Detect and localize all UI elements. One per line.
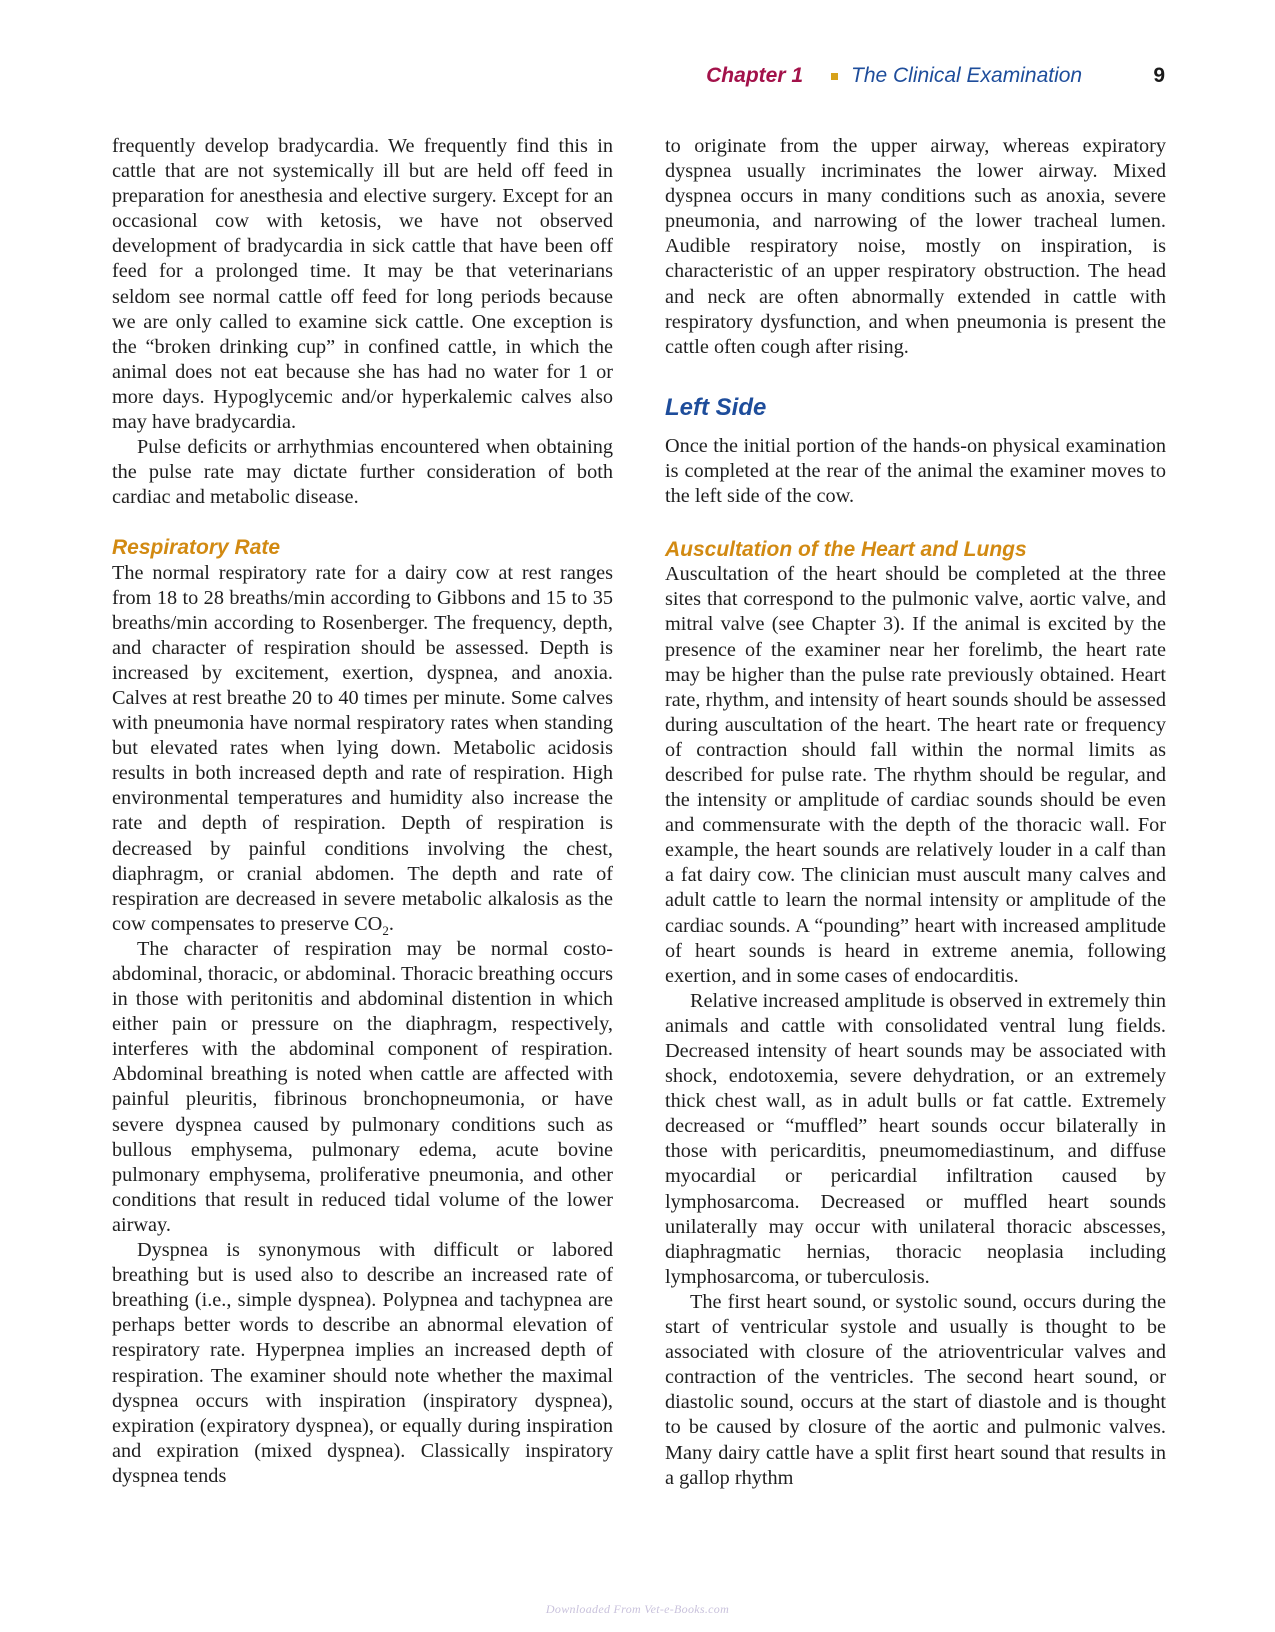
paragraph-end-period: . — [388, 912, 394, 935]
page-number: 9 — [1153, 64, 1165, 87]
paragraph-dyspnea-continued: to originate from the upper airway, whereas expiratory dyspnea usually incriminates the lower airway. Mixed dyspnea occurs in many conditions such as anoxia, severe pneumonia, and narrowing of the lower tracheal lumen. Audible respiratory noise, mostly on inspiration, is characteristic of an upper respiratory obstruction. The head and neck are often abnormally extended in cattle with respiratory dysfunction, and when pneumonia is present the cattle often cough after rising. — [665, 135, 1166, 358]
paragraph-amplitude: Relative increased amplitude is observed in extremely thin animals and cattle with consolidated ventral lung fields. Decreased intensity of heart sounds may be associated with shock, endotoxemia, severe dehydration, or an extremely thick chest wall, as in adult bulls or fat cattle. Extremely decreased or “muffled” heart sounds occur bilaterally in those with pericarditis, pneumomediastinum, and diffuse myocardial or pericardial infiltration caused by lymphosarcoma. Decreased or muffled heart sounds unilaterally may occur with unilateral thoracic abscesses, diaphragmatic hernias, thoracic neoplasia including lymphosarcoma, or tuberculosis. — [665, 989, 1166, 1288]
co2-subscript: 2 — [382, 922, 389, 938]
paragraph-left-side: Once the initial portion of the hands-on physical examination is completed at the rear of the animal the examiner moves to the left side of the cow. — [665, 434, 1166, 508]
paragraph-heart-sounds: The first heart sound, or systolic sound, occurs during the start of ventricular systole and usually is thought to be associated with closure of the atrioventricular valves and contraction of the ventricles. The second heart sound, or diastolic sound, occurs at the start of diastole and is thought to be caused by closure of the aortic and pulmonic valves. Many dairy cattle have a split first heart sound that results in a gallop rhythm — [665, 1290, 1166, 1489]
running-header — [0, 64, 1275, 94]
paragraph-respiratory-rate — [112, 561, 613, 937]
paragraph-auscultation: Auscultation of the heart should be completed at the three sites that correspond to the pulmonic valve, aortic valve, and mitral valve (see Chapter 3). If the animal is excited by the presence of the examiner near her forelimb, the heart rate may be higher than the pulse rate previously obtained. Heart rate, rhythm, and intensity of heart sounds should be assessed during auscultation of the heart. The heart rate or frequency of contraction should fall within the normal limits as described for pulse rate. The rhythm should be regular, and the intensity or amplitude of cardiac sounds should be even and commensurate with the depth of the thoracic wall. For example, the heart sounds are relatively louder in a calf than a fat dairy cow. The clinician must auscult many calves and adult cattle to learn the normal intensity or amplitude of the cardiac sounds. A “pounding” heart with increased amplitude of heart sounds is heard in extreme anemia, following exertion, and in some cases of endocarditis. — [665, 563, 1166, 987]
heading-left-side: Left Side — [665, 393, 767, 421]
paragraph-character-of-respiration: The character of respiration may be normal costoabdominal, thoracic, or abdominal. Thoracic breathing occurs in those with peritonitis and abdominal distention in which either pain or pressure on the diaphragm, respectively, interferes with the abdominal component of respiration. Abdominal breathing is noted when cattle are affected with painful pleuritis, fibrinous bronchopneumonia, or have severe dyspnea caused by pulmonary conditions such as bullous emphysema, pulmonary edema, acute bovine pulmonary emphysema, proliferative pneumonia, and other conditions that result in reduced tidal volume of the lower airway. — [112, 937, 613, 1236]
header-bullet-icon — [831, 73, 838, 80]
left-column — [112, 134, 613, 1489]
paragraph-respiratory-rate-text: The normal respiratory rate for a dairy cow at rest ranges from 18 to 28 breaths/min according to Gibbons and 15 to 35 breaths/min according to Rosenberger. The frequency, depth, and character of respiration should be assessed. Depth is increased by excitement, exertion, dyspnea, and anoxia. Calves at rest breathe 20 to 40 times per minute. Some calves with pneumonia have normal respiratory rates when standing but elevated rates when lying down. Metabolic acidosis results in both increased depth and rate of respiration. High environmental temperatures and humidity also increase the rate and depth of respiration. Depth of respiration is decreased by painful conditions involving the chest, diaphragm, or cranial abdomen. The depth and rate of respiration are decreased in severe metabolic alkalosis as the cow compensates to preserve CO — [112, 561, 613, 935]
paragraph-bradycardia: frequently develop bradycardia. We frequently find this in cattle that are not systemically ill but are held off feed in preparation for anesthesia and elective surgery. Except for an occasional cow with ketosis, we have not observed development of bradycardia in sick cattle that have been off feed for a prolonged time. It may be that veterinarians seldom see normal cattle off feed for long periods because we are only called to examine sick cattle. One exception is the “broken drinking cup” in confined cattle, in which the animal does not eat because she has had no water for 1 or more days. Hypoglycemic and/or hyperkalemic calves also may have bradycardia. — [112, 135, 613, 434]
paragraph-pulse-deficits: Pulse deficits or arrhythmias encountered when obtaining the pulse rate may dictate further consideration of both cardiac and metabolic disease. — [112, 436, 613, 509]
chapter-label: Chapter 1 — [706, 64, 803, 87]
heading-auscultation: Auscultation of the Heart and Lungs — [665, 538, 1027, 562]
heading-respiratory-rate: Respiratory Rate — [112, 536, 281, 560]
right-column — [665, 134, 1166, 1491]
chapter-title: The Clinical Examination — [851, 64, 1083, 87]
paragraph-dyspnea: Dyspnea is synonymous with difficult or labored breathing but is used also to describe an increased rate of breathing (i.e., simple dyspnea). Polypnea and tachypnea are perhaps better words to describe an abnormal elevation of respiratory rate. Hyperpnea implies an increased depth of respiration. The examiner should note whether the maximal dyspnea occurs with inspiration (inspiratory dyspnea), expiration (expiratory dyspnea), or equally during inspiration and expiration (mixed dyspnea). Classically inspiratory dyspnea tends — [112, 1239, 613, 1487]
download-watermark: Downloaded From Vet-e-Books.com — [545, 1602, 730, 1616]
